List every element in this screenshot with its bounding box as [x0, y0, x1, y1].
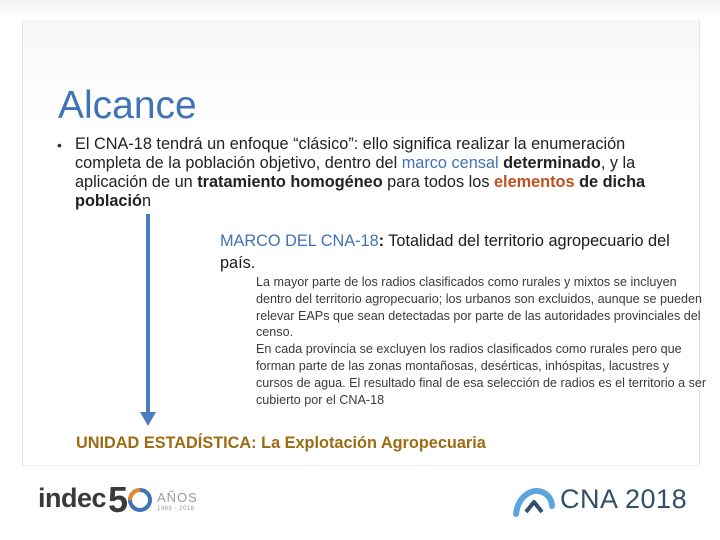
slide-title: Alcance — [58, 84, 197, 128]
years-range: 1968 - 2018 — [157, 506, 195, 512]
tratamiento-bold: tratamiento homogéneo — [197, 173, 383, 191]
unidad-estadistica: UNIDAD ESTADÍSTICA: La Explotación Agropecuaria — [76, 434, 486, 452]
cna-mountain-icon — [512, 482, 556, 518]
bullet-segment: , y la aplicación de un — [75, 154, 636, 191]
detail-paragraph: La mayor parte de los radios clasificados como rurales y mixtos se incluyen dentro del territorio agropecuario; los urbanos son excluidos, aunque se pueden relevar EAPs que sean detectadas por parte de las autoridades provinciales del censo. — [256, 275, 702, 340]
anios-label: AÑOS — [157, 490, 198, 505]
bullet-segment: El CNA-18 tendrá un enfoque “clásico”: ello significa realizar la enumeración completa de la población objetivo, dentro del — [75, 135, 626, 172]
top-band — [0, 0, 720, 20]
marco-text: Totalidad del territorio agropecuario del país. — [220, 232, 670, 272]
marco-colon: : — [378, 232, 385, 250]
cna-2018-logo: CNA 2018 — [560, 484, 688, 514]
down-arrow-icon — [138, 212, 158, 432]
elementos-highlight: elementos — [493, 173, 575, 191]
anniversary-50-logo — [108, 476, 152, 520]
marco-definition — [220, 230, 700, 274]
detail-paragraph: En cada provincia se excluyen los radios clasificados como rurales pero que forman parte de las zonas montañosas, desérticas, inhóspitas, lacustres y cursos de agua. El resultado final de esa selección de radios es el territorio a ser cubierto por el CNA-18 — [256, 342, 707, 407]
marco-details — [256, 274, 708, 408]
indec-logo: indec — [38, 483, 107, 513]
marco-censal-highlight: marco censal — [401, 154, 499, 172]
bullet-marker: • — [57, 137, 62, 153]
bullet-paragraph — [75, 135, 675, 211]
footer-divider — [22, 465, 698, 466]
bullet-segment: n — [141, 192, 152, 210]
poblacion-bold: de dicha població — [75, 173, 646, 210]
marco-heading: MARCO DEL CNA-18 — [220, 232, 379, 250]
svg-text:5: 5 — [108, 479, 129, 520]
determinado-bold: determinado — [503, 154, 601, 172]
bullet-segment: para todos los — [382, 173, 494, 191]
